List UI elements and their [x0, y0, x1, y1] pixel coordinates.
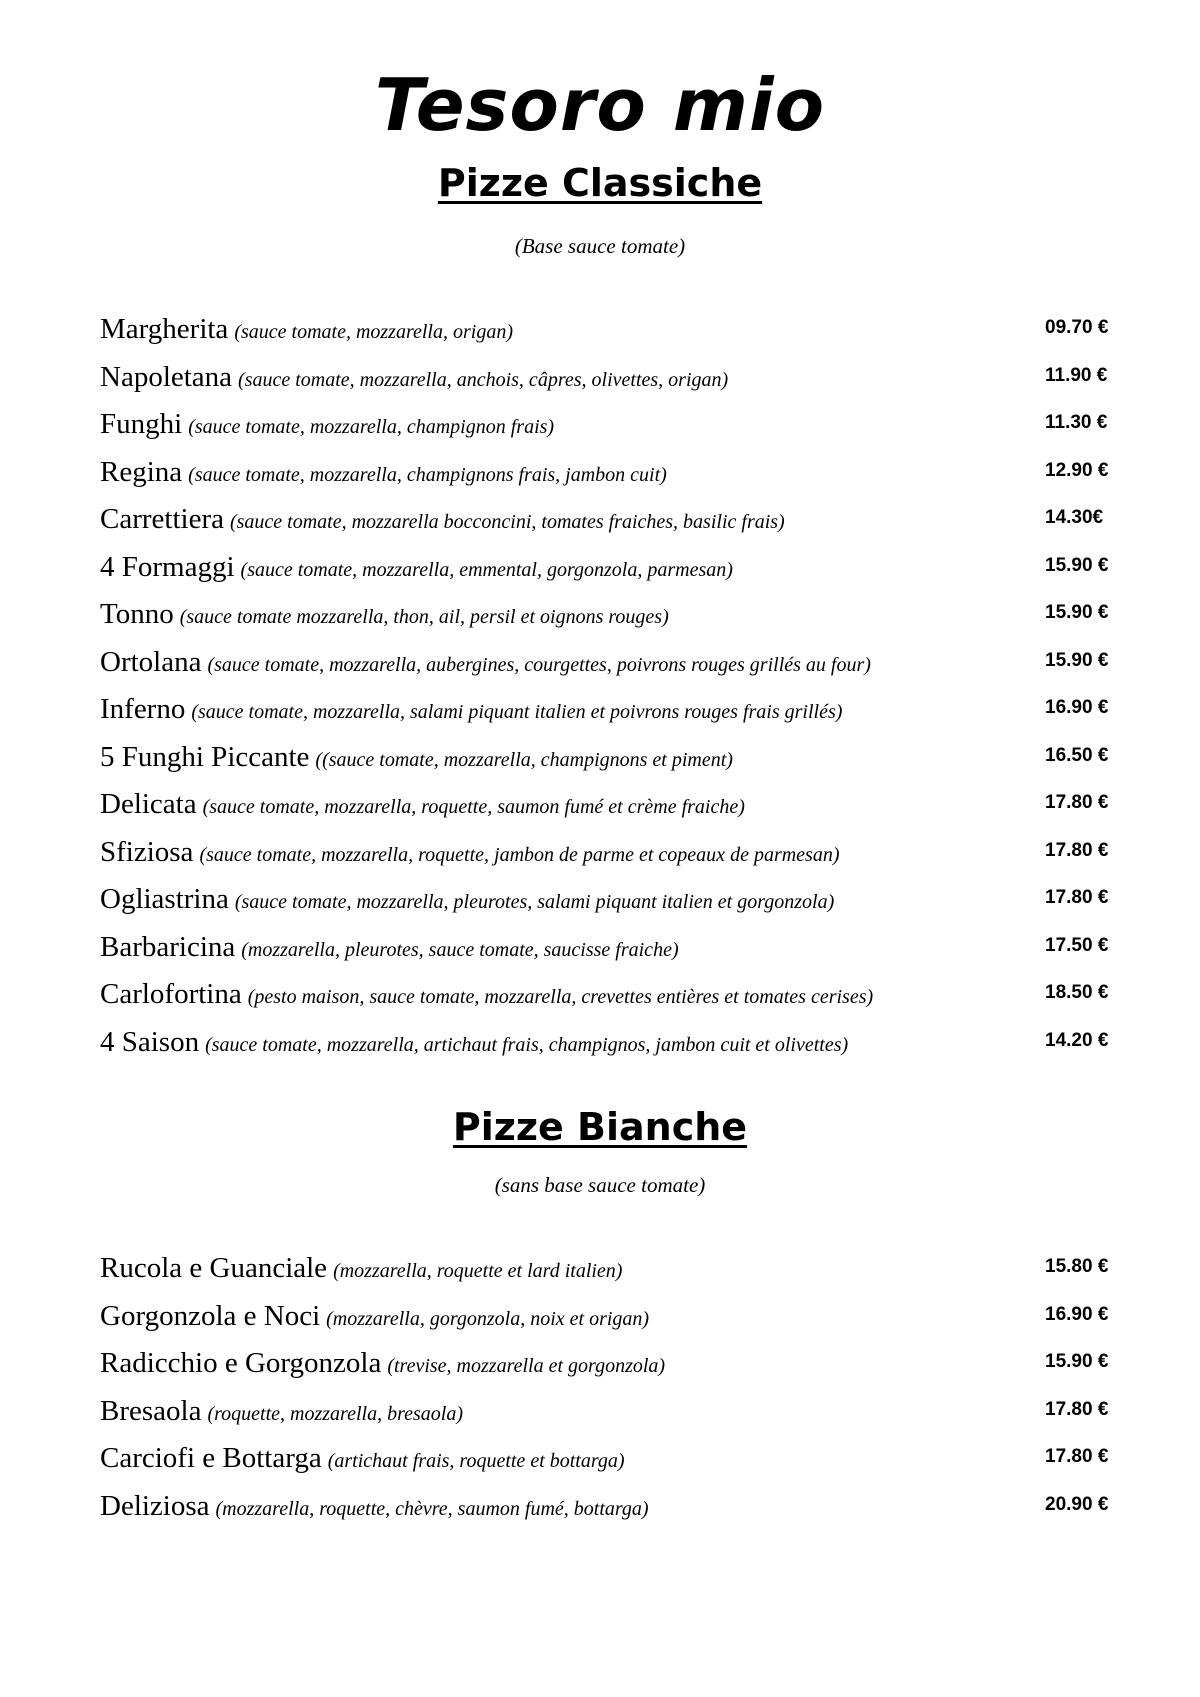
menu-item-price: 12.90 € [1045, 459, 1109, 481]
menu-list-bianche [100, 1252, 1120, 1537]
menu-item-price: 11.30 € [1045, 412, 1108, 433]
menu-item-description: (sauce tomate, mozzarella bocconcini, tomates fraiches, basilic frais) [229, 511, 785, 533]
menu-item-name: Napoletana [100, 360, 233, 393]
menu-item-text [100, 1490, 1035, 1523]
menu-item-name: Bresaola [100, 1394, 202, 1427]
menu-item [100, 978, 1120, 1026]
menu-item-name: Ogliastrina [100, 883, 229, 915]
menu-item [100, 646, 1120, 694]
menu-item [100, 693, 1120, 741]
menu-item-price: 09.70 € [1045, 317, 1109, 338]
menu-item [100, 1347, 1120, 1395]
menu-item-price: 11.90 € [1045, 364, 1108, 386]
menu-item-price: 16.90 € [1045, 1303, 1109, 1325]
menu-item-description: (sauce tomate, mozzarella, roquette, saumon fumé et crème fraiche) [202, 796, 745, 818]
menu-item-text [100, 1026, 1035, 1059]
menu-item [100, 788, 1120, 836]
section-title-classiche [0, 160, 1200, 206]
menu-item-text [100, 456, 1035, 489]
section-note-bianche: (sans base sauce tomate) [494, 1173, 706, 1197]
menu-item-price: 14.30€ [1045, 507, 1104, 528]
menu-item-price: 17.80 € [1045, 1398, 1109, 1420]
menu-item-description: ((sauce tomate, mozzarella, champignons et piment) [315, 748, 733, 771]
section-note-classiche: (Base sauce tomate) [514, 234, 686, 258]
menu-item-price: 20.90 € [1045, 1493, 1109, 1515]
menu-item [100, 1395, 1120, 1443]
menu-item-name: Rucola e Guanciale [100, 1252, 328, 1284]
menu-item-name: Margherita [100, 313, 229, 345]
menu-item-description: (sauce tomate, mozzarella, origan) [234, 321, 513, 343]
menu-item-description: (sauce tomate, mozzarella, artichaut frais, champignos, jambon cuit et olivettes) [205, 1033, 849, 1056]
menu-item-description: (sauce tomate, mozzarella, roquette, jambon de parme et copeaux de parmesan) [199, 843, 840, 866]
menu-item [100, 408, 1120, 456]
menu-item [100, 551, 1120, 599]
menu-item-text [100, 788, 1035, 821]
menu-item-text [100, 361, 1035, 394]
menu-item-name: 5 Funghi Piccante [100, 740, 310, 773]
menu-item [100, 598, 1120, 646]
menu-item [100, 1490, 1120, 1538]
menu-item-name: Regina [100, 455, 183, 488]
menu-item [100, 313, 1120, 361]
menu-item-text [100, 313, 1035, 346]
menu-item [100, 1442, 1120, 1490]
menu-item-text [100, 1395, 1035, 1428]
menu-item-description: (sauce tomate, mozzarella, pleurotes, salami piquant italien et gorgonzola) [234, 891, 835, 913]
menu-item-price: 16.50 € [1045, 744, 1109, 766]
menu-item-description: (sauce tomate, mozzarella, champignon frais) [188, 416, 555, 438]
menu-item [100, 1300, 1120, 1348]
menu-item-text [100, 1300, 1035, 1333]
menu-item-price: 17.80 € [1045, 887, 1109, 908]
menu-item-name: Delicata [100, 788, 197, 820]
menu-item-name: Inferno [100, 693, 186, 725]
menu-item [100, 836, 1120, 884]
menu-item-description: (pesto maison, sauce tomate, mozzarella, crevettes entières et tomates cerises) [247, 986, 874, 1008]
menu-item-description: (roquette, mozzarella, bresaola) [207, 1402, 463, 1425]
menu-item-price: 15.90 € [1045, 649, 1109, 671]
menu-item [100, 456, 1120, 504]
menu-item-name: 4 Formaggi [100, 550, 235, 583]
menu-item-description: (sauce tomate, mozzarella, emmental, gorgonzola, parmesan) [240, 558, 733, 581]
menu-item [100, 931, 1120, 979]
section-title-bianche [0, 1104, 1200, 1150]
menu-item-text [100, 931, 1035, 964]
menu-item-name: Sfiziosa [100, 835, 194, 868]
menu-item-text [100, 978, 1035, 1011]
restaurant-title: Tesoro mio [374, 63, 826, 147]
menu-item-text [100, 1347, 1035, 1380]
menu-item-text [100, 551, 1035, 584]
menu-item-description: (sauce tomate, mozzarella, anchois, câpres, olivettes, origan) [238, 368, 729, 391]
menu-item-price: 17.80 € [1045, 839, 1109, 861]
menu-item-name: Barbaricina [100, 930, 236, 963]
menu-item-description: (mozzarella, roquette, chèvre, saumon fumé, bottarga) [215, 1497, 649, 1520]
menu-item [100, 361, 1120, 409]
menu-item [100, 1026, 1120, 1074]
menu-item [100, 741, 1120, 789]
menu-item-description: (sauce tomate, mozzarella, champignons frais, jambon cuit) [188, 463, 667, 486]
menu-item-description: (trevise, mozzarella et gorgonzola) [387, 1355, 666, 1377]
menu-item-name: Radicchio e Gorgonzola [100, 1347, 382, 1379]
menu-item [100, 883, 1120, 931]
section-title-classiche-text: Pizze Classiche [437, 161, 763, 205]
menu-item-description: (sauce tomate, mozzarella, salami piquant italien et poivrons rouges frais grillés) [191, 701, 843, 723]
menu-item-description: (sauce tomate mozzarella, thon, ail, persil et oignons rouges) [179, 606, 669, 628]
menu-item-name: Tonno [100, 598, 174, 630]
menu-item-description: (mozzarella, gorgonzola, noix et origan) [326, 1307, 650, 1330]
menu-item-price: 15.90 € [1045, 1351, 1109, 1372]
menu-item [100, 1252, 1120, 1300]
menu-item-price: 17.50 € [1045, 934, 1109, 956]
menu-item-text [100, 836, 1035, 869]
menu-item-name: Deliziosa [100, 1489, 210, 1522]
menu-item-price: 15.80 € [1045, 1256, 1109, 1277]
menu-item-name: Ortolana [100, 645, 202, 678]
menu-item-price: 17.80 € [1045, 792, 1109, 813]
menu-item-price: 15.90 € [1045, 554, 1109, 576]
menu-item-text [100, 598, 1035, 631]
menu-item-text [100, 1252, 1035, 1285]
menu-item-description: (artichaut frais, roquette et bottarga) [327, 1450, 625, 1472]
menu-item-description: (sauce tomate, mozzarella, aubergines, courgettes, poivrons rouges grillés au four) [207, 653, 871, 676]
menu-item-name: Funghi [100, 408, 183, 440]
menu-item-text [100, 408, 1035, 441]
menu-item-text [100, 1442, 1035, 1475]
menu-item-text [100, 646, 1035, 679]
menu-item-name: 4 Saison [100, 1025, 200, 1058]
menu-item-price: 18.50 € [1045, 982, 1109, 1003]
menu-item-text [100, 883, 1035, 916]
menu-item-name: Carlofortina [100, 978, 242, 1010]
menu-item-description: (mozzarella, pleurotes, sauce tomate, saucisse fraiche) [241, 938, 679, 961]
menu-item-text [100, 693, 1035, 726]
menu-item-name: Carciofi e Bottarga [100, 1442, 322, 1474]
menu-item-name: Carrettiera [100, 503, 224, 535]
menu-item-description: (mozzarella, roquette et lard italien) [333, 1260, 623, 1282]
menu-item-text [100, 503, 1035, 536]
menu-item-price: 17.80 € [1045, 1446, 1109, 1467]
menu-list-classiche [100, 313, 1120, 1073]
menu-item-price: 16.90 € [1045, 697, 1109, 718]
menu-item [100, 503, 1120, 551]
menu-item-name: Gorgonzola e Noci [100, 1299, 321, 1332]
section-title-bianche-text: Pizze Bianche [452, 1105, 748, 1149]
menu-item-price: 15.90 € [1045, 602, 1109, 623]
menu-item-text [100, 741, 1035, 774]
menu-item-price: 14.20 € [1045, 1029, 1109, 1051]
